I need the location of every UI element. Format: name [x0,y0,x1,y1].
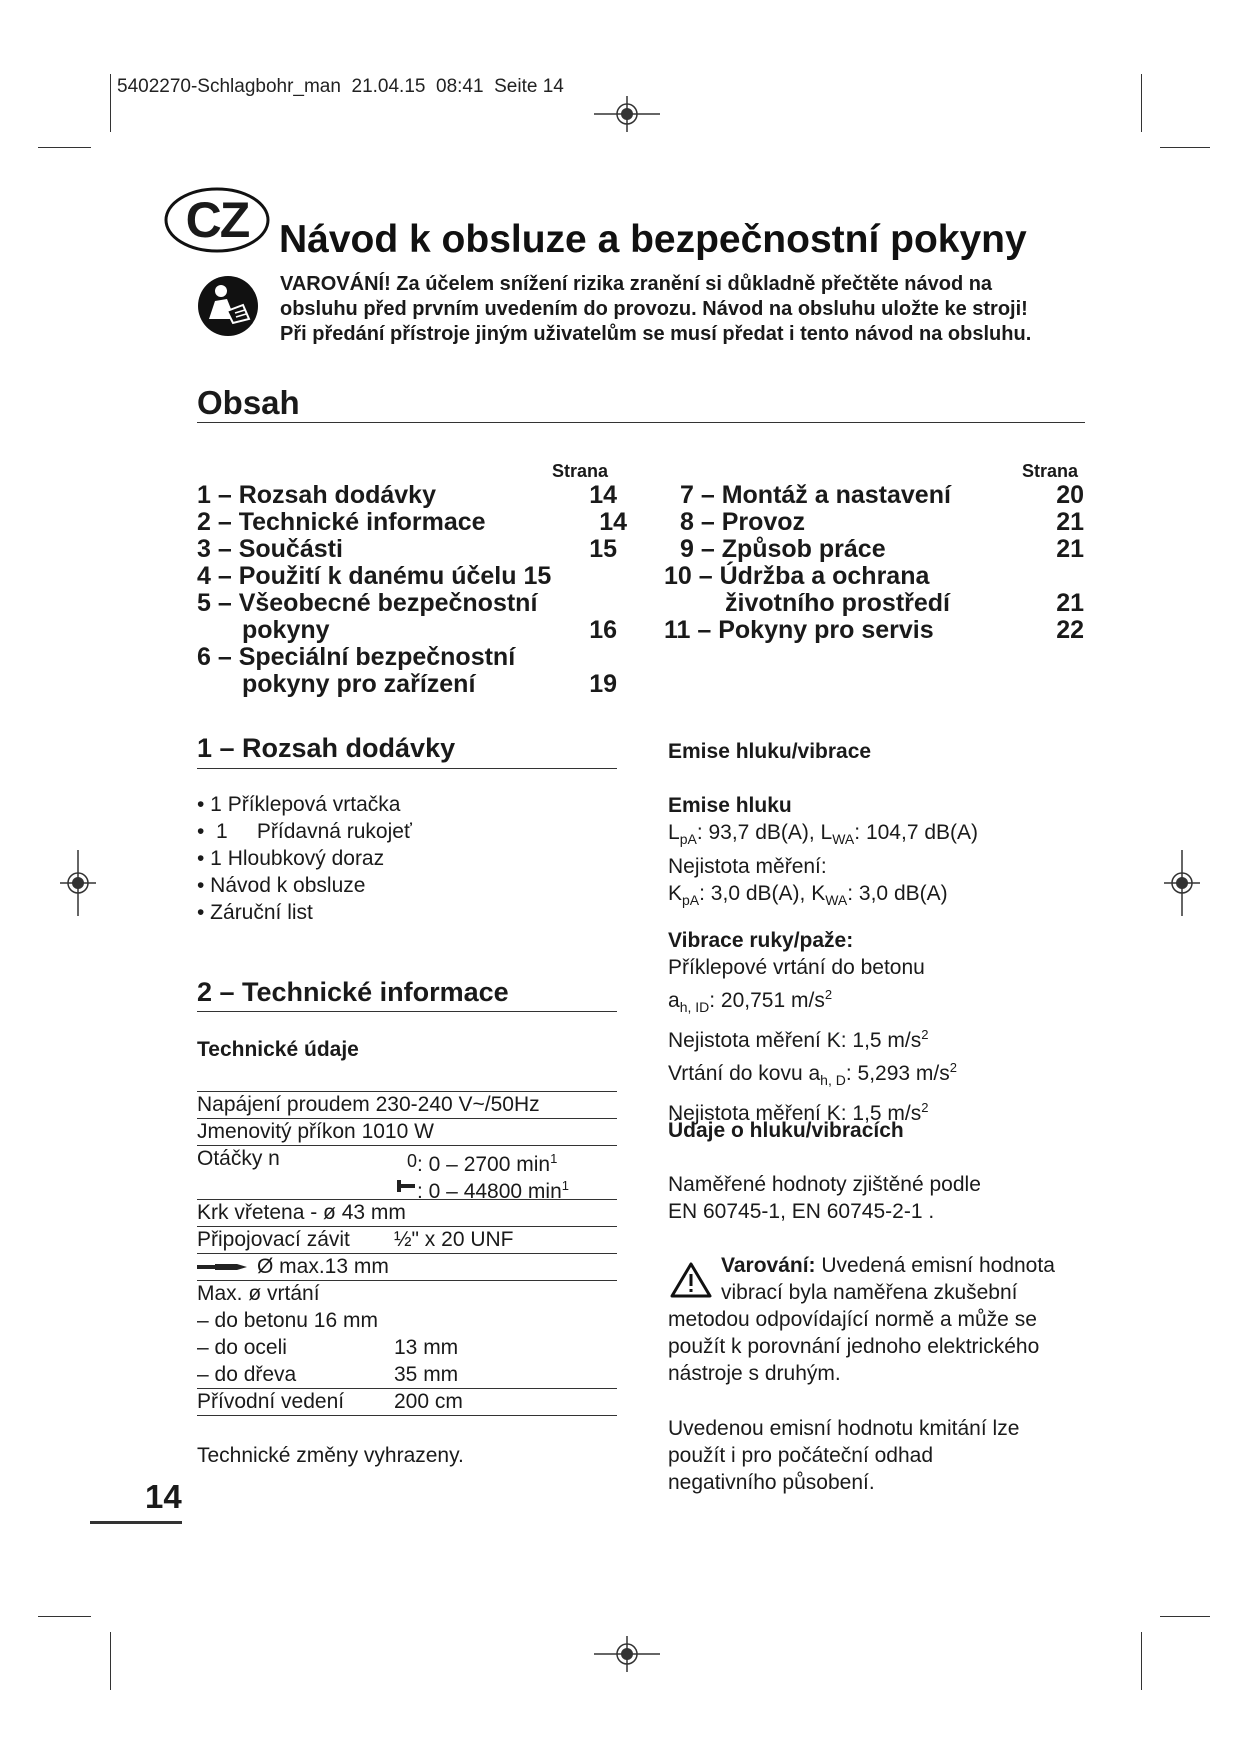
spec-row [197,1388,617,1415]
vibration-uncertainty [668,1021,1098,1054]
read-manual-icon [197,275,259,337]
spec-label: Přívodní vedení [197,1390,345,1413]
superscript: 2 [921,1027,929,1043]
toc-page: 16 [589,616,617,644]
value: : 5,293 m/s [845,1062,950,1086]
spec-value-text: : 0 – 2700 min [417,1153,551,1176]
spec-row: Jmenovitý příkon 1010 W [197,1120,434,1143]
crop-mark [110,1632,111,1690]
text-line: použít i pro počáteční odhad [668,1444,934,1467]
spec-value: 200 cm [394,1390,463,1413]
spec-row: Krk vřetena - ø 43 mm [197,1201,406,1224]
footnote: Technické změny vyhrazeny. [197,1444,464,1467]
country-code: CZ [185,192,249,248]
spec-value-text: : 0 – 44800 min [417,1180,562,1203]
spec-row: – do betonu 16 mm [197,1309,378,1332]
spec-row [197,1253,617,1280]
text-line: metodou odpovídající normě a může se [668,1308,1037,1331]
crop-mark [1160,1616,1210,1617]
toc-page: 14 [589,481,617,509]
spec-value: Ø max.13 mm [257,1255,389,1278]
toc-page: 21 [1056,508,1084,536]
list-item: • 1 Příklepová vrtačka [197,793,401,816]
list-item: • Návod k obsluze [197,874,366,897]
value: : 3,0 dB(A), [699,882,812,906]
spec-label: Otáčky n [197,1147,280,1170]
subscript: h, D [820,1072,846,1089]
value: : 3,0 dB(A) [847,882,948,906]
toc-entry[interactable]: 7 – Montáž a nastavení [680,481,951,509]
subscript: h, ID [679,999,710,1016]
text-line: vibrací byla naměřena zkušební [721,1281,1018,1304]
toc-entry[interactable]: 6 – Speciální bezpečnostní [197,643,516,671]
spec-row: Napájení proudem 230-240 V~/50Hz [197,1093,540,1116]
toc-entry[interactable]: 3 – Součásti [197,535,343,563]
registration-mark-icon [58,848,98,918]
text-line: negativního působení. [668,1471,875,1494]
symbol: K [811,882,826,906]
toc-page: 14 [599,508,627,536]
section-title: 2 – Technické informace [197,977,509,1007]
list-item: • 1 Přídavná rukojeť [197,820,412,843]
subsection-title: Technické údaje [197,1038,359,1061]
registration-mark-icon [592,1634,662,1674]
noise-emission [668,792,1088,914]
toc-page: 21 [1056,535,1084,563]
crop-mark [1141,74,1142,132]
spec-label: Připojovací závit [197,1228,350,1251]
vibration-warning [668,1252,1098,1387]
text-line: nástroje s druhým. [668,1362,841,1385]
emission-note [668,1415,1098,1496]
toc-entry[interactable]: 8 – Provoz [680,508,806,536]
spec-row [197,1226,617,1253]
crop-mark [1160,147,1210,148]
print-slug: 5402270-Schlagbohr_man 21.04.15 08:41 Seite 14 [117,76,564,97]
subsection-title: Vibrace ruky/paže: [668,929,854,952]
symbol: a [668,989,680,1012]
toc-page: 22 [1056,616,1084,644]
spec-label: – do oceli [197,1336,287,1359]
vibration [668,927,1098,1127]
warning-line: Při předání přístroje jiným uživatelům se musí předat i tento návod na obsluhu. [280,323,1032,345]
vibration-metal [668,1054,1098,1094]
subscript: pA [682,892,700,909]
spec-value: ½" x 20 UNF [394,1228,514,1251]
spec-label: – do dřeva [197,1363,297,1386]
toc-entry[interactable]: životního prostředí [725,589,950,617]
registration-mark-icon [1162,848,1202,918]
warning-label: Varování: [721,1254,816,1277]
spec-row [197,1172,617,1203]
section-title: 1 – Rozsah dodávky [197,733,456,763]
spec-row [197,1145,617,1176]
superscript: 2 [921,1100,929,1116]
toc-entry[interactable]: 4 – Použití k danému účelu 15 [197,562,552,590]
text-line: Naměřené hodnoty zjištěné podle [668,1173,981,1196]
toc-entry[interactable]: 5 – Všeobecné bezpečnostní [197,589,538,617]
warning-text: Uvedená emisní hodnota [815,1254,1055,1277]
value: Nejistota měření K: 1,5 m/s [668,1102,922,1126]
crop-mark [38,147,91,148]
list-item: • 1 Hloubkový doraz [197,847,385,870]
divider [197,768,617,769]
text-line: EN 60745-1, EN 60745-2-1 . [668,1200,935,1223]
superscript: 1 [561,1178,569,1193]
crop-mark [110,74,111,132]
warning-line: obsluhu před prvním uvedením do provozu. Návod na obsluhu uložte ke stroji! [280,298,1028,320]
crop-mark [38,1616,91,1617]
list-item: • Záruční list [197,901,313,924]
subscript: pA [679,831,697,848]
toc-page: 21 [1056,589,1084,617]
spec-row: Max. ø vrtání [197,1282,320,1305]
toc-right [664,458,1089,658]
superscript: 2 [949,1060,957,1076]
toc-page: 19 [589,670,617,698]
section-title: Údaje o hluku/vibracích [668,1119,904,1142]
text-line: použít k porovnání jednoho elektrického [668,1335,1040,1358]
subscript: WA [825,892,848,909]
noise-values [668,819,1088,853]
symbol: L [668,821,680,844]
toc-entry[interactable]: 9 – Způsob práce [680,535,886,563]
value: Vrtání do kovu a [668,1062,821,1086]
drill-bit-icon [197,1262,247,1272]
value: : 20,751 m/s [709,989,825,1012]
toc-entry[interactable]: pokyny pro zařízení [242,670,476,698]
subsection-title: Emise hluku [668,794,792,817]
toc-entry[interactable]: pokyny [242,616,330,644]
page-number-rule [90,1521,182,1524]
toc-entry[interactable]: 11 – Pokyny pro servis [664,616,934,644]
registration-mark-icon [592,94,662,134]
spec-value: 13 mm [394,1336,459,1359]
toc-page: 15 [589,535,617,563]
toc-left [197,458,637,708]
toc-title: Obsah [197,384,300,421]
page-number: 14 [145,1478,182,1515]
table-rule [197,1415,617,1416]
symbol: K [668,882,683,906]
symbol: L [820,821,833,844]
value: Nejistota měření K: 1,5 m/s [668,1029,922,1053]
subscript: WA [832,831,855,848]
vibration-line: Příklepové vrtání do betonu [668,956,925,979]
superscript: 1 [550,1151,558,1166]
text-line [668,1252,1098,1279]
spec-value: 35 mm [394,1363,459,1386]
measurement-standard [668,1171,1098,1225]
safety-warning [280,272,1110,347]
noise-uncertainty-values [668,880,1088,914]
toc-entry[interactable]: 1 – Rozsah dodávky [197,481,436,509]
spec-row [197,1361,617,1388]
vibration-value [668,981,1098,1021]
crop-mark [1141,1632,1142,1690]
text-line: Uvedenou emisní hodnotu kmitání lze [668,1417,1020,1440]
superscript: 2 [824,987,833,1002]
page-title: Návod k obsluze a bezpečnostní pokyny [279,218,1027,261]
delivery-list [197,791,412,926]
spec-row [197,1334,617,1361]
value: : 93,7 dB(A), [696,821,821,844]
toc-page-header: Strana [552,461,609,481]
toc-entry[interactable]: 10 – Údržba a ochrana [664,562,930,590]
warning-line: VAROVÁNÍ! Za účelem snížení rizika zranění si důkladně přečtěte návod na [280,273,993,295]
value: : 104,7 dB(A) [854,821,979,844]
divider [197,1011,617,1012]
toc-page: 20 [1056,481,1084,509]
toc-entry[interactable]: 2 – Technické informace [197,508,486,536]
spec-sub: 0 [407,1151,418,1171]
divider [197,422,1085,423]
section-title: Emise hluku/vibrace [668,740,872,763]
hammer-icon [397,1180,415,1192]
uncertainty: Nejistota měření: [668,855,827,879]
toc-page-header: Strana [1022,461,1079,481]
